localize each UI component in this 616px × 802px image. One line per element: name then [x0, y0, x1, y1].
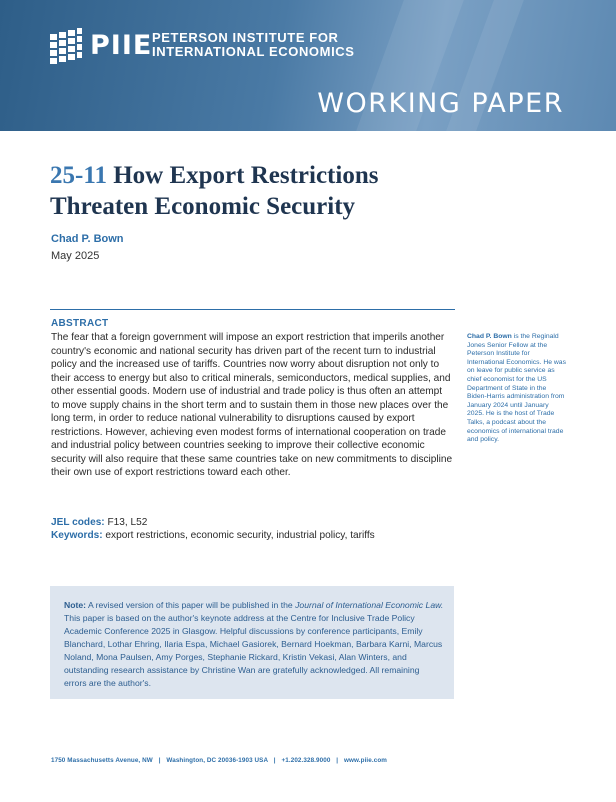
keywords-label: Keywords:: [51, 530, 103, 541]
keywords: [51, 530, 375, 541]
author-name: Chad P. Bown: [51, 233, 124, 245]
paper-title-line2: Threaten Economic Security: [50, 193, 356, 220]
working-paper-label: WORKING PAPER: [317, 88, 564, 119]
note-text: [64, 599, 444, 690]
organization-name-line2: INTERNATIONAL ECONOMICS: [152, 44, 355, 59]
footer-separator: |: [158, 757, 161, 764]
author-bio-text: is the Reginald Jones Senior Fellow at the Peterson Institute for International Economics. He was on leave for public service as chief economist for the US Department of State in the Biden-Harris administration from January 2024 until January 2025. He is the host of Trade Talks, a podcast about the economics of international trade and policy.: [467, 333, 566, 444]
jel-codes: [51, 517, 147, 528]
footer-separator: |: [273, 757, 276, 764]
jel-codes-label: JEL codes:: [51, 517, 105, 528]
footer-address: 1750 Massachusetts Avenue, NW: [51, 757, 153, 764]
footer-contact: [51, 757, 387, 764]
footer-separator: |: [336, 757, 339, 764]
piie-logo-icon: [50, 26, 82, 64]
note-text-part2: This paper is based on the author's keynote address at the Centre for Inclusive Trade Policy Academic Conference 2025 in Glasgow. Helpful discussions by conference participants, Emily Blanchard, Lothar Ehring, Ilaria Espa, Michael Gasiorek, Bernard Hoekman, Barbara Karni, Marcus Noland, Mona Paulsen, Amy Porges, Stephanie Rickard, Kristin Vekasi, Alan Winters, and outstanding research assistance by Christine Wan are gratefully acknowledged. All remaining errors are the author's.: [64, 613, 443, 688]
section-divider: [50, 309, 455, 310]
jel-codes-value: F13, L52: [107, 517, 148, 528]
note-text-part1: A revised version of this paper will be published in the: [87, 600, 293, 610]
abstract-text: The fear that a foreign government will impose an export restriction that imperils another country's economic and national security has driven part of the recent turn to industrial policy and the increased use of tariffs. Countries now worry about disruption not only to their access to energy but also to critical minerals, semiconductors, medical supplies, and other essential goods. Modern use of industrial and trade policy is thus often an attempt to move supply chains in the short term and to sustain them in those new places over the long term, in order to reduce national vulnerability to disruptions caused by export restrictions. However, achieving even modest forms of international cooperation on trade and industrial policy between countries seeking to improve their collective economic security will also require that these same countries take on new commitments to discipline their own use of export restrictions toward each other.: [51, 332, 453, 479]
note-journal: Journal of International Economic Law.: [295, 600, 444, 610]
paper-title: [50, 160, 470, 222]
organization-name-line1: PETERSON INSTITUTE FOR: [152, 30, 339, 45]
paper-number: 25-11: [50, 162, 107, 189]
footer-phone: +1.202.328.9000: [281, 757, 331, 764]
header-banner: [0, 0, 616, 131]
keywords-value: export restrictions, economic security, industrial policy, tariffs: [105, 530, 375, 541]
organization-name: [152, 31, 355, 59]
paper-title-line1: How Export Restrictions: [113, 162, 379, 189]
publication-date: May 2025: [51, 250, 100, 262]
footer-website-link[interactable]: www.piie.com: [344, 757, 387, 764]
note-label: Note:: [64, 600, 87, 610]
footer-city: Washington, DC 20036-1903 USA: [166, 757, 268, 764]
logo-wordmark: PIIE: [90, 30, 153, 61]
author-bio: [467, 333, 567, 445]
author-bio-name: Chad P. Bown: [467, 333, 512, 340]
note-box: [50, 586, 454, 699]
abstract-heading: ABSTRACT: [51, 318, 109, 329]
